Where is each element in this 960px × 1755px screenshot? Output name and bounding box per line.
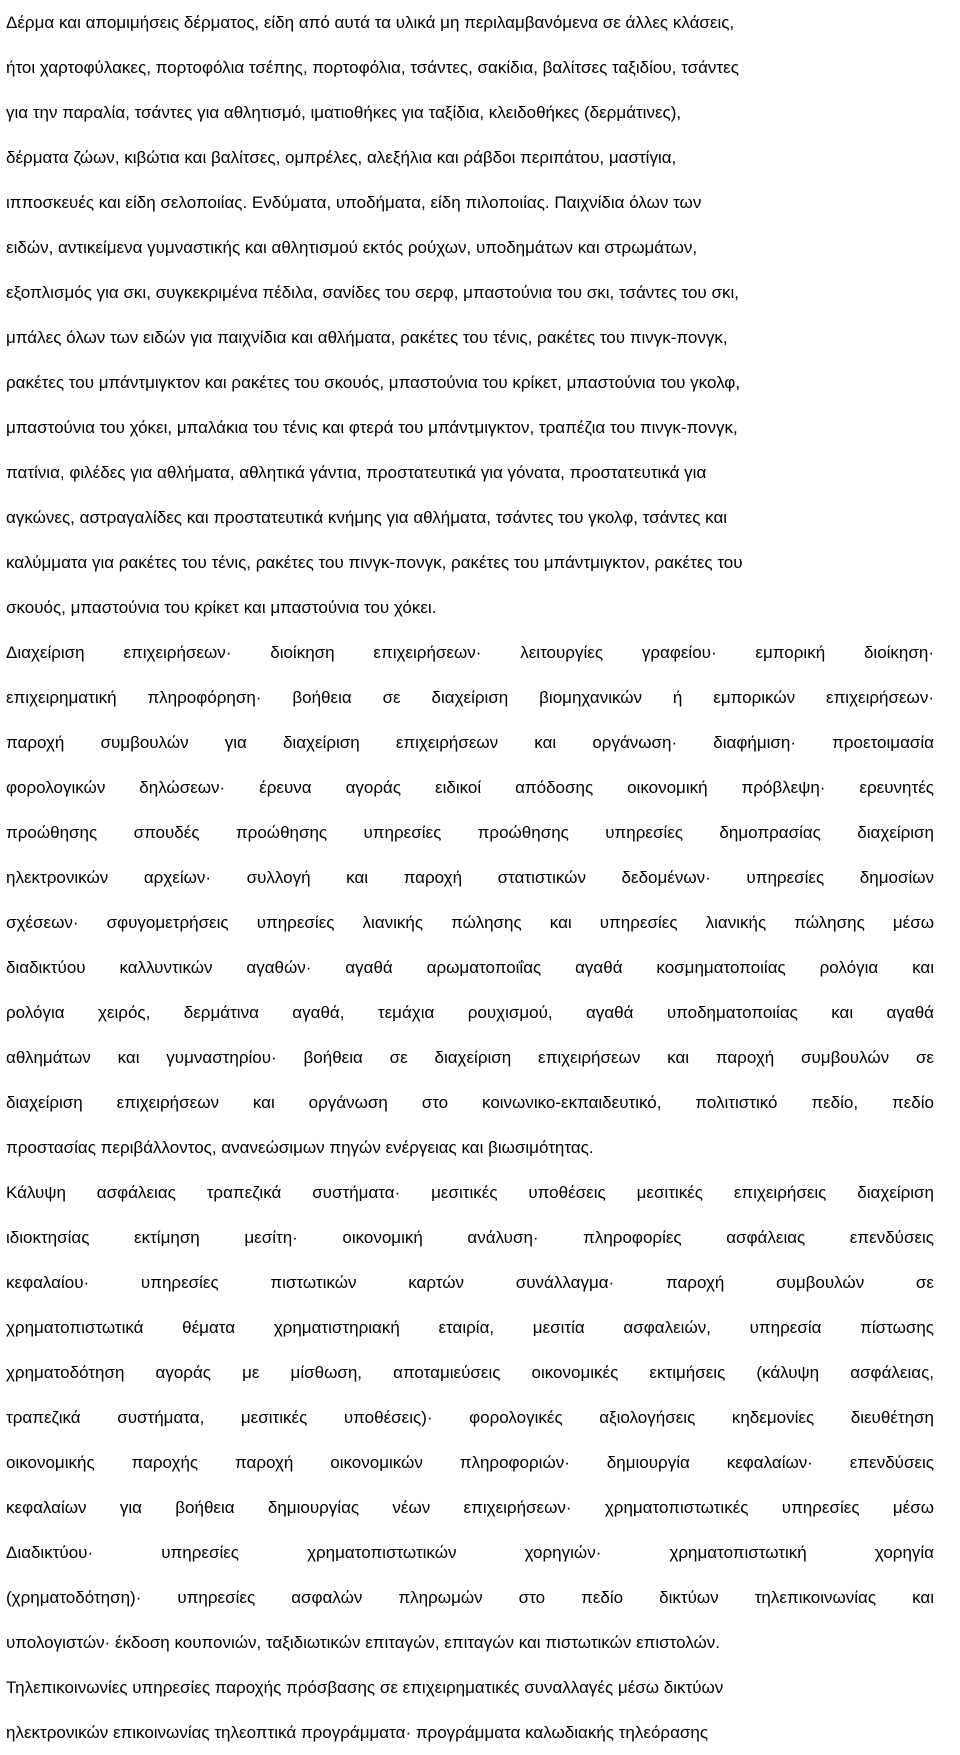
text-line: ειδών, αντικείμενα γυμναστικής και αθλητισμού εκτός ρούχων, υποδημάτων και στρωμάτων, <box>6 238 698 257</box>
text-line: Τηλεπικοινωνίες υπηρεσίες παροχής πρόσβασης σε επιχειρηματικές συναλλαγές μέσω δικτύων <box>6 1678 724 1697</box>
text-line: προώθησης σπουδές προώθησης υπηρεσίες προώθησης υπηρεσίες δημοπρασίας διαχείριση <box>6 823 934 842</box>
text-line: δέρματα ζώων, κιβώτια και βαλίτσες, ομπρέλες, αλεξήλια και ράβδοι περιπάτου, μαστίγια, <box>6 148 677 167</box>
text-line: Δέρμα και απομιμήσεις δέρματος, είδη από αυτά τα υλικά μη περιλαμβανόμενα σε άλλες κλάσεις, <box>6 13 735 32</box>
text-line: ηλεκτρονικών επικοινωνίας τηλεοπτικά προγράμματα· προγράμματα καλωδιακής τηλεόρασης <box>6 1723 709 1742</box>
text-line: ηλεκτρονικών αρχείων· συλλογή και παροχή στατιστικών δεδομένων· υπηρεσίες δημοσίων <box>6 868 934 887</box>
text-line: τραπεζικά συστήματα, μεσιτικές υποθέσεις)· φορολογικές αξιολογήσεις κηδεμονίες διευθέτηση <box>6 1408 934 1427</box>
paragraph-3 <box>6 1170 934 1665</box>
text-line: υπολογιστών· έκδοση κουπονιών, ταξιδιωτικών επιταγών, επιταγών και πιστωτικών επιστολών. <box>6 1633 721 1652</box>
paragraph-1 <box>6 0 934 630</box>
text-line: αθλημάτων και γυμναστηρίου· βοήθεια σε διαχείριση επιχειρήσεων και παροχή συμβουλών σε <box>6 1048 934 1067</box>
text-line: καλύμματα για ρακέτες του τένις, ρακέτες του πινγκ-πονγκ, ρακέτες του μπάντμιγκτον, ρακέτες του <box>6 553 743 572</box>
paragraph-2 <box>6 630 934 1170</box>
text-line: προστασίας περιβάλλοντος, ανανεώσιμων πηγών ενέργειας και βιωσιμότητας. <box>6 1138 594 1157</box>
text-line: σχέσεων· σφυγομετρήσεις υπηρεσίες λιανικής πώλησης και υπηρεσίες λιανικής πώλησης μέσω <box>6 913 934 932</box>
text-line: παροχή συμβουλών για διαχείριση επιχειρήσεων και οργάνωση· διαφήμιση· προετοιμασία <box>6 733 934 752</box>
text-line: Κάλυψη ασφάλειας τραπεζικά συστήματα· μεσιτικές υποθέσεις μεσιτικές επιχειρήσεις διαχείριση <box>6 1183 934 1202</box>
text-line: χρηματοδότηση αγοράς με μίσθωση, αποταμιεύσεις οικονομικές εκτιμήσεις (κάλυψη ασφάλειας, <box>6 1363 934 1382</box>
text-line: αγκώνες, αστραγαλίδες και προστατευτικά κνήμης για αθλήματα, τσάντες του γκολφ, τσάντες και <box>6 508 728 527</box>
text-line: κεφαλαίου· υπηρεσίες πιστωτικών καρτών συνάλλαγμα· παροχή συμβουλών σε <box>6 1273 934 1292</box>
text-line: μπάλες όλων των ειδών για παιχνίδια και αθλήματα, ρακέτες του τένις, ρακέτες του πινγκ-πονγκ, <box>6 328 728 347</box>
text-line: ρακέτες του μπάντμιγκτον και ρακέτες του σκουός, μπαστούνια του κρίκετ, μπαστούνια του γκολφ, <box>6 373 741 392</box>
text-line: οικονομικής παροχής παροχή οικονομικών πληροφοριών· δημιουργία κεφαλαίων· επενδύσεις <box>6 1453 934 1472</box>
text-line: σκουός, μπαστούνια του κρίκετ και μπαστούνια του χόκει. <box>6 598 437 617</box>
text-line: ήτοι χαρτοφύλακες, πορτοφόλια τσέπης, πορτοφόλια, τσάντες, σακίδια, βαλίτσες ταξιδίου, τσάντες <box>6 58 739 77</box>
text-line: χρηματοπιστωτικά θέματα χρηματιστηριακή εταιρία, μεσιτία ασφαλειών, υπηρεσία πίστωσης <box>6 1318 934 1337</box>
text-line: εξοπλισμός για σκι, συγκεκριμένα πέδιλα, σανίδες του σερφ, μπαστούνια του σκι, τσάντες του σκι, <box>6 283 739 302</box>
text-line: φορολογικών δηλώσεων· έρευνα αγοράς ειδικοί απόδοσης οικονομική πρόβλεψη· ερευνητές <box>6 778 934 797</box>
text-line: μπαστούνια του χόκει, μπαλάκια του τένις και φτερά του μπάντμιγκτον, τραπέζια του πινγκ-πονγκ, <box>6 418 738 437</box>
text-line: ρολόγια χειρός, δερμάτινα αγαθά, τεμάχια ρουχισμού, αγαθά υποδηματοποιίας και αγαθά <box>6 1003 934 1022</box>
text-line: ιπποσκευές και είδη σελοποιίας. Ενδύματα, υποδήματα, είδη πιλοποιίας. Παιχνίδια όλων των <box>6 193 702 212</box>
text-line: κεφαλαίων για βοήθεια δημιουργίας νέων επιχειρήσεων· χρηματοπιστωτικές υπηρεσίες μέσω <box>6 1498 934 1517</box>
text-line: διαχείριση επιχειρήσεων και οργάνωση στο κοινωνικο-εκπαιδευτικό, πολιτιστικό πεδίο, πεδίο <box>6 1093 934 1112</box>
paragraph-4 <box>6 1665 934 1755</box>
text-line: Διαχείριση επιχειρήσεων· διοίκηση επιχειρήσεων· λειτουργίες γραφείου· εμπορική διοίκηση· <box>6 643 934 662</box>
text-line: διαδικτύου καλλυντικών αγαθών· αγαθά αρωματοποιΐας αγαθά κοσμηματοποιίας ρολόγια και <box>6 958 934 977</box>
text-line: επιχειρηματική πληροφόρηση· βοήθεια σε διαχείριση βιομηχανικών ή εμπορικών επιχειρήσεων· <box>6 688 934 707</box>
text-line: ιδιοκτησίας εκτίμηση μεσίτη· οικονομική ανάλυση· πληροφορίες ασφάλειας επενδύσεις <box>6 1228 934 1247</box>
text-line: Διαδικτύου· υπηρεσίες χρηματοπιστωτικών χορηγιών· χρηματοπιστωτική χορηγία <box>6 1543 934 1562</box>
text-line: (χρηματοδότηση)· υπηρεσίες ασφαλών πληρωμών στο πεδίο δικτύων τηλεπικοινωνίας και <box>6 1588 934 1607</box>
text-line: για την παραλία, τσάντες για αθλητισμό, ιματιοθήκες για ταξίδια, κλειδοθήκες (δερμάτινες), <box>6 103 682 122</box>
text-line: πατίνια, φιλέδες για αθλήματα, αθλητικά γάντια, προστατευτικά για γόνατα, προστατευτικά για <box>6 463 707 482</box>
